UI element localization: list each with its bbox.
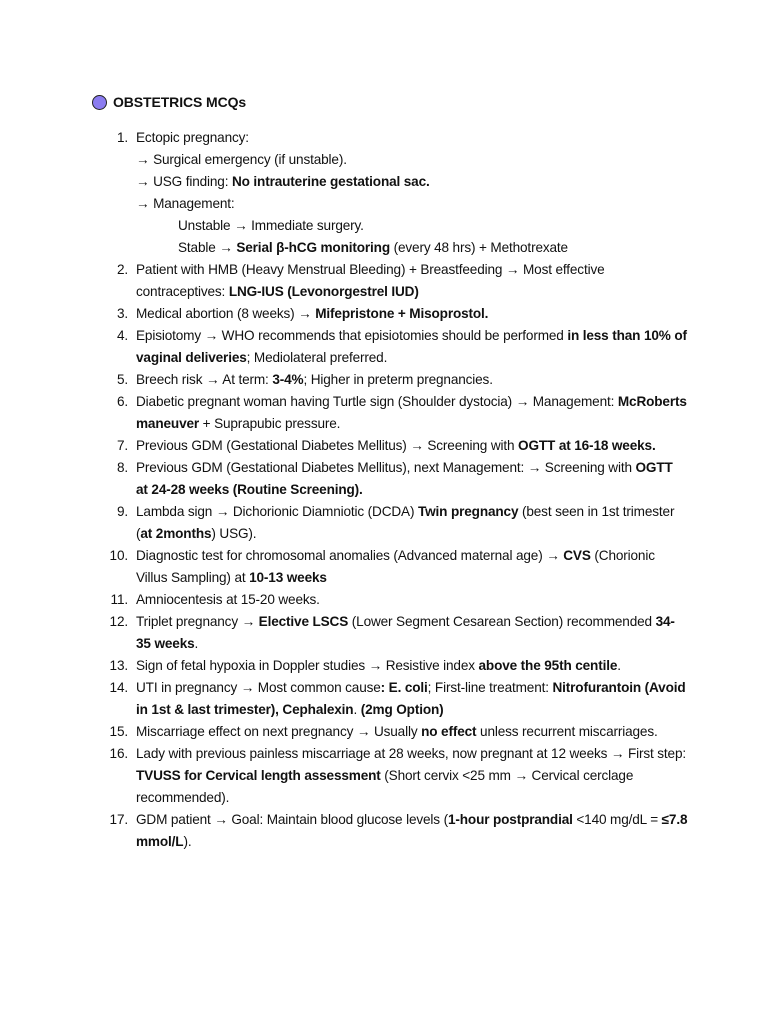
item-line [136,743,688,809]
text: → USG finding: [136,174,232,189]
list-item [108,611,688,655]
text: Medical abortion (8 weeks) → [136,306,316,321]
list-item [108,809,688,853]
bold-text: 1-hour postprandial [447,812,573,827]
item-line [136,655,688,677]
text: . [194,636,199,651]
item-number: 6. [116,394,128,409]
text: . [617,658,621,673]
bold-text: McRoberts maneuver [136,394,687,431]
item-number: 1. [116,130,128,145]
bold-text: at 2months [140,526,212,541]
text: → Management: [136,196,235,211]
item-line [136,809,688,853]
text: Lambda sign → Dichorionic Diamniotic (DCDA) [136,504,418,519]
item-line [136,435,688,457]
list-item [108,391,688,435]
item-number: 11. [110,592,128,607]
list-item [108,545,688,589]
text: Miscarriage effect on next pregnancy → Usually [136,724,422,739]
item-number: 12. [109,614,128,629]
item-line [136,369,688,391]
item-number: 5. [116,372,128,387]
bold-text: above the 95th centile [478,658,618,673]
bold-text: Nitrofurantoin (Avoid in 1st & last trimester), Cephalexin [136,680,686,717]
bold-text: ≤7.8 mmol/L [136,812,688,849]
text: (Lower Segment Cesarean Section) recommended [348,614,656,629]
bold-text: no effect [421,724,477,739]
bold-text: : E. coli [380,680,428,695]
item-line [136,149,688,171]
text: (Chorionic Villus Sampling) at [136,548,655,585]
list-item [108,303,688,325]
bold-text: No intrauterine gestational sac. [231,174,430,189]
item-line [136,721,688,743]
bold-text: Serial β-hCG monitoring [236,240,390,255]
text: Breech risk → At term: [136,372,273,387]
item-line [136,677,688,721]
list-item [108,457,688,501]
text: Lady with previous painless miscarriage at 28 weeks, now pregnant at 12 weeks → First step: [136,746,687,761]
item-number: 9. [116,504,128,519]
item-line [136,171,688,193]
text: Ectopic pregnancy: [136,130,249,145]
item-line [136,391,688,435]
text: unless recurrent miscarriages. [476,724,658,739]
text: (Short cervix <25 mm → Cervical cerclage recommended). [136,768,634,805]
bold-text: 3-4% [272,372,304,387]
list-item [108,127,688,259]
bold-text: OGTT at 16-18 weeks. [518,438,656,453]
item-line [136,545,688,589]
text: Amniocentesis at 15-20 weeks. [136,592,320,607]
text: Sign of fetal hypoxia in Doppler studies → Resistive index [136,658,479,673]
item-line [136,589,688,611]
list-item [108,655,688,677]
item-number: 17. [109,812,128,827]
item-number: 2. [116,262,128,277]
bold-text: Twin pregnancy [417,504,519,519]
text: Stable → [178,240,237,255]
list-item [108,435,688,457]
text: UTI in pregnancy → Most common cause [136,680,381,695]
list-item [108,743,688,809]
bold-text: 34-35 weeks [136,614,675,651]
item-number: 4. [116,328,128,343]
bold-text: (2mg Option) [360,702,444,717]
text: ; First-line treatment: [427,680,553,695]
list-item [108,369,688,391]
text: Triplet pregnancy → [136,614,259,629]
list-item [108,677,688,721]
text: (every 48 hrs) + Methotrexate [389,240,568,255]
text: ; Higher in preterm pregnancies. [303,372,493,387]
text: <140 mg/dL = [572,812,662,827]
item-number: 15. [109,724,128,739]
bold-text: CVS [563,548,591,563]
item-line [136,193,688,215]
item-line [136,501,688,545]
item-number: 3. [116,306,128,321]
text: Episiotomy → WHO recommends that episiotomies should be performed [136,328,568,343]
text: Patient with HMB (Heavy Menstrual Bleeding) + Breastfeeding → Most effective contraceptives: [136,262,605,299]
item-number: 8. [116,460,128,475]
bold-text: 10-13 weeks [249,570,327,585]
item-line [136,127,688,149]
list-item [108,501,688,545]
section-heading [92,94,246,110]
item-line [136,303,688,325]
text: Previous GDM (Gestational Diabetes Mellitus) → Screening with [136,438,519,453]
item-line [136,237,688,259]
item-number: 14. [109,680,128,695]
bold-text: LNG-IUS (Levonorgestrel IUD) [228,284,419,299]
purple-circle-icon [92,95,107,110]
item-number: 7. [116,438,128,453]
text: ) USG). [211,526,257,541]
item-number: 13. [109,658,128,673]
item-number: 10. [109,548,128,563]
bold-text: Elective LSCS [258,614,349,629]
text: Diabetic pregnant woman having Turtle sign (Shoulder dystocia) → Management: [136,394,618,409]
list-item [108,259,688,303]
text: . [353,702,361,717]
text: (best seen in 1st trimester ( [136,504,675,541]
text: Unstable → Immediate surgery. [178,218,364,233]
bold-text: in less than 10% of vaginal deliveries [136,328,687,365]
text: Previous GDM (Gestational Diabetes Mellitus), next Management: → Screening with [136,460,636,475]
item-line [136,215,688,237]
text: + Suprapubic pressure. [199,416,341,431]
item-line [136,325,688,369]
list-item [108,325,688,369]
text: ; Mediolateral preferred. [246,350,388,365]
bold-text: OGTT at 24-28 weeks (Routine Screening). [136,460,673,497]
list-item [108,721,688,743]
mcq-list [108,127,688,853]
item-line [136,457,688,501]
item-number: 16. [109,746,128,761]
item-line [136,611,688,655]
text: GDM patient → Goal: Maintain blood glucose levels ( [136,812,448,827]
text: Diagnostic test for chromosomal anomalies (Advanced maternal age) → [136,548,564,563]
list-item [108,589,688,611]
item-line [136,259,688,303]
section-title: OBSTETRICS MCQs [113,94,247,110]
text: → Surgical emergency (if unstable). [136,152,347,167]
bold-text: Mifepristone + Misoprostol. [315,306,489,321]
bold-text: TVUSS for Cervical length assessment [136,768,381,783]
text: ). [183,834,192,849]
